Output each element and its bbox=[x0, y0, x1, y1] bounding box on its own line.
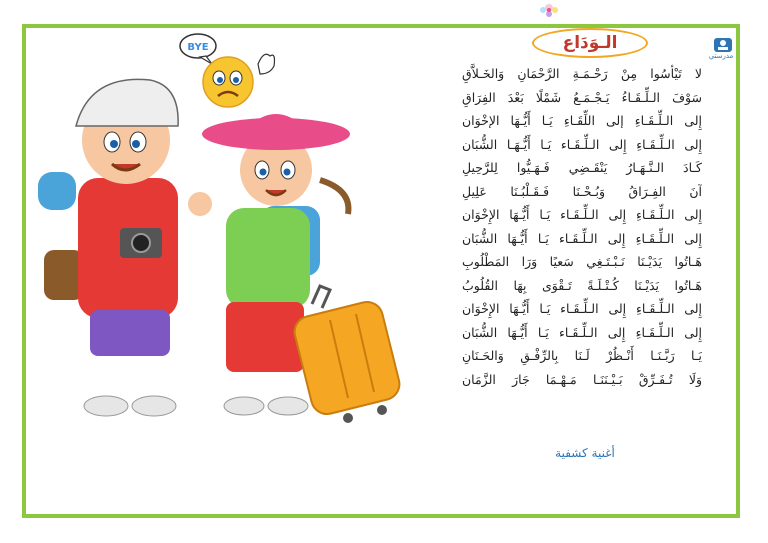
poem-line: إِلى الـلِّـقَـاءِ إِلى الـلِّـقَـاء يَـا أَيُّـهَا الشُّبَان bbox=[462, 230, 702, 246]
poem-line: إِلى الـلِّـقَـاءِ إلى اللِّقَـاءِ يَـا أَيُّـهَا الإخْوَان bbox=[462, 113, 702, 128]
poem bbox=[462, 62, 702, 391]
poem-line: إِلى الـلِّـقَـاءِ إِلى الـلِّـقَـاء يَـا أَيُّـهَا الإِخْوَان bbox=[462, 207, 702, 222]
logo-text: مدرستي bbox=[708, 52, 734, 60]
poem-line: لا تَيْأسُوا مِنْ رَحْـمَـةِ الرَّحْمَانِ وَالخَـلاَّقِ bbox=[462, 66, 702, 81]
poem-line: إِلى الـلِّـقَـاءِ إِلى الـلِّـقَـاء يَـا أَيُّـهَا الشُّبَان bbox=[462, 324, 702, 340]
sad-emoji-icon bbox=[203, 54, 275, 107]
poem-line: يَـا رَبَّـنَـا أَنْـظُرْ لَـنَا بِالرِّفْـقِ وَالحَـنَانِ bbox=[462, 348, 702, 363]
boy-character bbox=[38, 79, 178, 416]
poem-line: هَـاتُوا يَدَيْـنَا كُـتْـلَـةً تَـقْوَى بِهَا القُلُوبُ bbox=[462, 277, 702, 293]
poem-line: آنَ الفِـرَاقُ وَبُـحْـنَا فَـقَـلْبُـنَا عَلِيلِ bbox=[462, 183, 702, 199]
poem-line: سَوْفَ الـلِّـقَـاءُ يَـجْـمَـعُ شَمْلًا بَعْدَ الفِرَاقِ bbox=[462, 89, 702, 105]
flower-decoration bbox=[534, 0, 564, 22]
title-oval bbox=[532, 28, 648, 58]
poem-source: أغنية كشفية bbox=[555, 446, 615, 460]
poem-line: كَـادَ الـنَّـهَـارُ يَنْقَـضِي فَـهَـيُّوا لِلرَّحِيلِ bbox=[462, 160, 702, 175]
poem-title: الـوَدَاع bbox=[562, 33, 618, 53]
poem-line: وَلَا تُـفَـرِّقْ بَـيْـنَنَـا مَـهْـمَا جَارَ الزَّمَان bbox=[462, 371, 702, 387]
speech-bubble-text: BYE bbox=[187, 42, 209, 53]
poem-line: إِلى الـلِّـقَـاءِ إِلى الـلِّـقَـاء يَـا أَيُّـهَـا الشُّبَان bbox=[462, 136, 702, 152]
speech-bubble bbox=[180, 34, 216, 64]
kids-illustration bbox=[30, 30, 430, 440]
poem-line: إِلى الـلِّـقَـاءِ إِلى الـلِّـقَـاء يَـا أَيُّـهَا الإِخْوَان bbox=[462, 301, 702, 316]
suitcase-icon bbox=[291, 286, 403, 423]
poem-line: هَـاتُوا يَدَيْـنَا نَـبْـتَـغِي سَعيًا وَرَا المَطْلُوبِ bbox=[462, 254, 702, 269]
